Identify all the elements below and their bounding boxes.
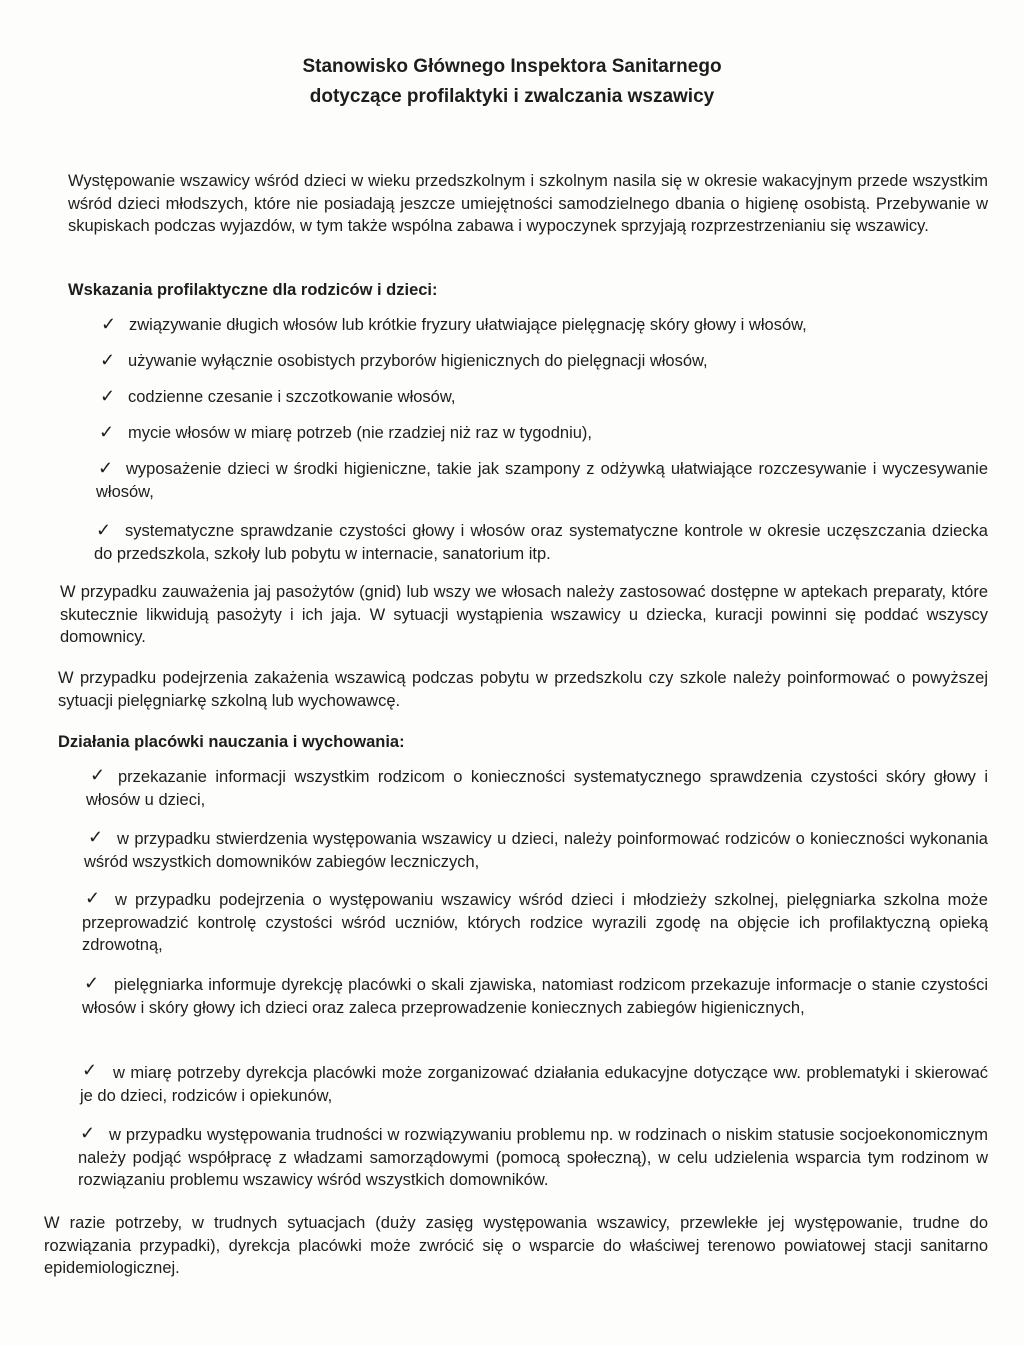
check-icon: ✓	[100, 386, 116, 406]
section2-item-4: pielęgniarka informuje dyrekcję placówki o skali zjawiska, natomiast rodzicom przekazuje informacje o stanie czystości włosów i skóry głowy ich dzieci oraz zaleca przeprowadzenie koniecznych zabiegów higienicznych,	[82, 976, 988, 1017]
check-icon: ✓	[98, 458, 114, 478]
section1-heading: Wskazania profilaktyczne dla rodziców i dzieci:	[68, 281, 438, 299]
title-line-2: dotyczące profilaktyki i zwalczania wszawicy	[309, 86, 715, 107]
section2-item-1: przekazanie informacji wszystkim rodzicom o konieczności systematycznego sprawdzenia czystości skóry głowy i włosów u dzieci,	[86, 768, 988, 809]
section1-item-3: codzienne czesanie i szczotkowanie włosów,	[128, 388, 456, 406]
section2-heading: Działania placówki nauczania i wychowania:	[58, 733, 405, 751]
section2-item-3: w przypadku podejrzenia o występowaniu wszawicy wśród dzieci i młodzieży szkolnej, pielęgniarka szkolna może przeprowadzić kontrolę czystości wśród uczniów, których rodzice wyrazili zgodę na objęcie ich profilaktyczną opieką zdrowotną,	[82, 891, 988, 954]
check-icon: ✓	[101, 314, 117, 334]
paragraph-lice-treatment: W przypadku zauważenia jaj pasożytów (gnid) lub wszy we włosach należy zastosować dostępne w aptekach preparaty, które skutecznie likwidują pasożyty i ich jaja. W sytuacji wystąpienia wszawicy u dziecka, kuracji powinni się poddać wszyscy domownicy.	[60, 583, 988, 646]
document-title	[0, 52, 1024, 112]
check-icon: ✓	[85, 888, 101, 908]
section1-item-5: wyposażenie dzieci w środki higieniczne, takie jak szampony z odżywką ułatwiające rozczesywanie i wyczesywanie włosów,	[96, 460, 988, 501]
check-icon: ✓	[90, 765, 106, 785]
section1-item-2: używanie wyłącznie osobistych przyborów higienicznych do pielęgnacji włosów,	[128, 352, 708, 370]
check-icon: ✓	[88, 827, 104, 847]
section1-item-1: związywanie długich włosów lub krótkie fryzury ułatwiające pielęgnację skóry głowy i włosów,	[129, 316, 807, 334]
closing-paragraph: W razie potrzeby, w trudnych sytuacjach (duży zasięg występowania wszawicy, przewlekłe jej występowanie, trudne do rozwiązania przypadki), dyrekcja placówki może zwrócić się o wsparcie do właściwej terenowo powiatowej stacji sanitarno epidemiologicznej.	[44, 1214, 988, 1277]
section2-item-5: w miarę potrzeby dyrekcja placówki może zorganizować działania edukacyjne dotyczące ww. problematyki i skierować je do dzieci, rodziców i opiekunów,	[80, 1064, 988, 1105]
check-icon: ✓	[82, 1060, 98, 1080]
section2-item-2: w przypadku stwierdzenia występowania wszawicy u dzieci, należy poinformować rodziców o konieczności wykonania wśród wszystkich domowników zabiegów leczniczych,	[84, 830, 988, 871]
check-icon: ✓	[80, 1123, 96, 1143]
title-line-1: Stanowisko Głównego Inspektora Sanitarnego	[302, 56, 722, 77]
check-icon: ✓	[96, 520, 112, 540]
check-icon: ✓	[84, 973, 100, 993]
section1-item-6: systematyczne sprawdzanie czystości głowy i włosów oraz systematyczne kontrole w okresie uczęszczania dziecka do przedszkola, szkoły lub pobytu w internacie, sanatorium itp.	[94, 522, 988, 563]
paragraph-school-suspicion: W przypadku podejrzenia zakażenia wszawicą podczas pobytu w przedszkolu czy szkole należy poinformować o powyższej sytuacji pielęgniarkę szkolną lub wychowawcę.	[58, 669, 988, 710]
check-icon: ✓	[100, 350, 116, 370]
intro-paragraph: Występowanie wszawicy wśród dzieci w wieku przedszkolnym i szkolnym nasila się w okresie wakacyjnym przede wszystkim wśród dzieci młodszych, które nie posiadają jeszcze umiejętności samodzielnego dbania o higienę osobistą. Przebywanie w skupiskach podczas wyjazdów, w tym także wspólna zabawa i wypoczynek sprzyjają rozprzestrzenianiu się wszawicy.	[68, 172, 988, 235]
section2-item-6: w przypadku występowania trudności w rozwiązywaniu problemu np. w rodzinach o niskim statusie socjoekonomicznym należy podjąć współpracę z władzami samorządowymi (pomocą społeczną), w celu udzielenia wsparcia tym rodzinom w rozwiązaniu problemu wszawicy wśród wszystkich domowników.	[78, 1126, 988, 1189]
check-icon: ✓	[99, 422, 115, 442]
section1-item-4: mycie włosów w miarę potrzeb (nie rzadziej niż raz w tygodniu),	[128, 424, 592, 442]
